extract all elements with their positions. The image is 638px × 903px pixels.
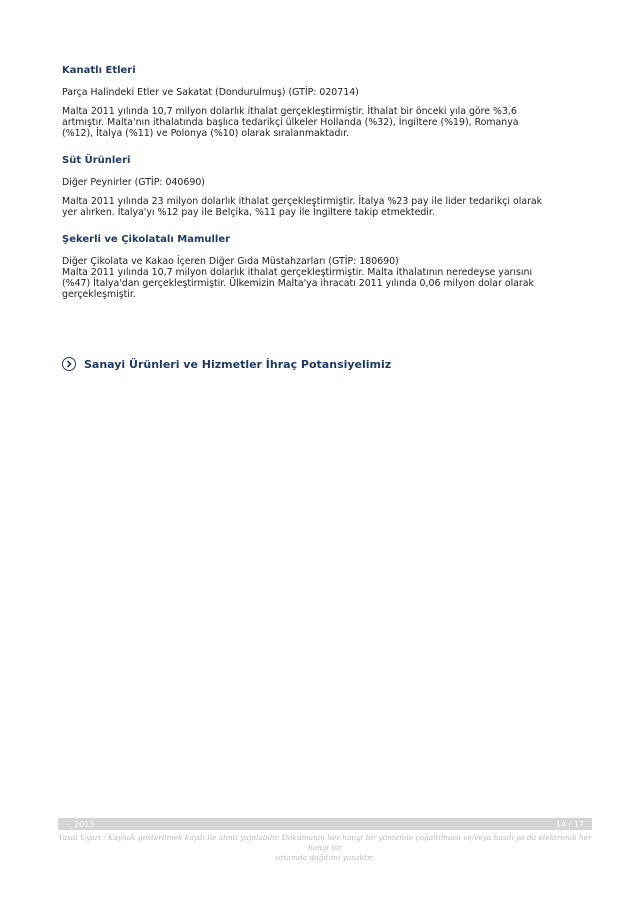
product-line: Diğer Peynirler (GTİP: 040690) (62, 177, 205, 188)
section-heading-confectionery: Şekerli ve Çikolatalı Mamuller (62, 234, 231, 245)
text-line: Malta 2011 yılında 10,7 milyon dolarlık ithalat gerçekleştirmiştir. Malta ithalatının neredeyse yarısını (62, 267, 533, 278)
legal-notice (58, 833, 592, 863)
legal-notice-line: ortamda dağıtımı yasaktır. (275, 853, 375, 862)
text-line: Malta 2011 yılında 23 milyon dolarlık ithalat gerçekleştirmiştir. İtalya %23 pay ile lider tedarikçi olarak (62, 196, 543, 207)
legal-notice-line: Yasal Uyarı : Kaynak gösterilmek kaydı ile alıntı yapılabilir. Dokümanın her hangi bir yöntemle çoğaltılması ve/veya basılı ya da elektronik her hangi bir (58, 833, 592, 852)
document-body (62, 64, 582, 300)
text-line: gerçekleşmiştir. (62, 289, 136, 300)
section-heading-poultry: Kanatlı Etleri (62, 65, 136, 76)
page-footer-bar (58, 818, 592, 830)
text-line: (%12), İtalya (%11) ve Polonya (%10) olarak sıralanmaktadır. (62, 128, 350, 139)
product-line: Parça Halindeki Etler ve Sakatat (Dondurulmuş) (GTİP: 020714) (62, 87, 359, 98)
paragraph (62, 106, 582, 139)
chevron-right-circle-icon (62, 357, 76, 371)
section-heading-dairy: Süt Ürünleri (62, 155, 131, 166)
page-number: 14 / 17 (555, 819, 584, 829)
major-section-heading (62, 357, 582, 371)
footer-date: -, 2013 (66, 819, 95, 829)
text-line: Malta 2011 yılında 10,7 milyon dolarlık ithalat gerçekleştirmiştir. İthalat bir önceki yıla göre %3,6 (62, 106, 517, 117)
text-line: (%47) İtalya'dan gerçekleştirmiştir. Ülkemizin Malta'ya ihracatı 2011 yılında 0,06 milyon dolar olarak (62, 278, 534, 289)
text-line: artmıştır. Malta'nın ithalatında başlıca tedarikçi ülkeler Hollanda (%32), İngiltere (%19), Romanya (62, 117, 519, 128)
major-section-title: Sanayi Ürünleri ve Hizmetler İhraç Potansiyelimiz (84, 357, 392, 371)
text-line: Diğer Çikolata ve Kakao İçeren Diğer Gıda Müstahzarları (GTİP: 180690) (62, 256, 399, 267)
paragraph (62, 196, 582, 218)
paragraph (62, 256, 582, 300)
text-line: yer alırken. İtalya'yı %12 pay ile Belçika, %11 pay ile İngiltere takip etmektedir. (62, 207, 435, 218)
